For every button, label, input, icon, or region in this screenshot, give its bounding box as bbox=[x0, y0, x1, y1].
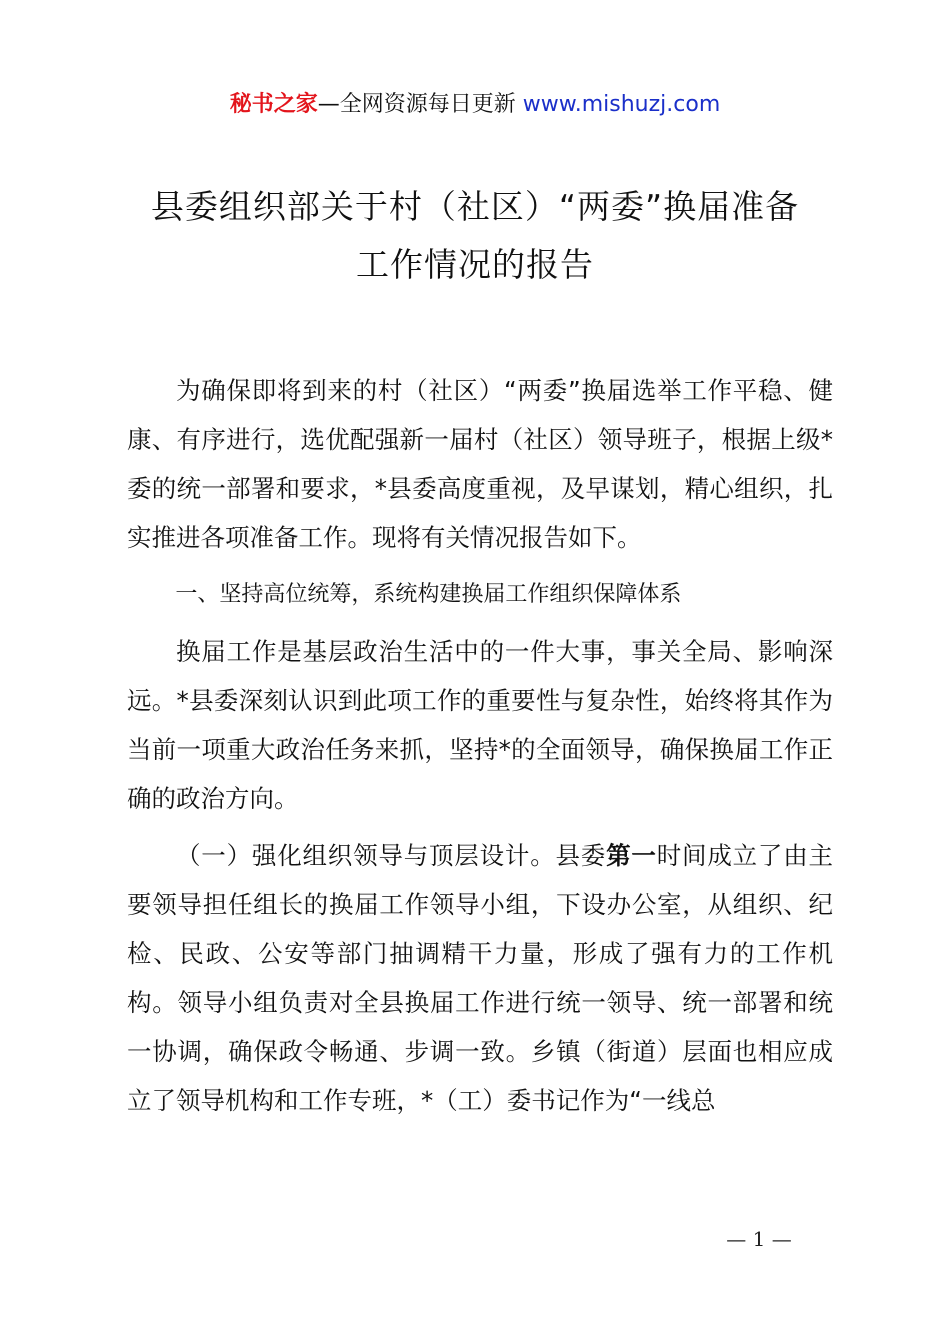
page-number: — 1 — bbox=[726, 1227, 792, 1251]
subsection-1-paragraph bbox=[127, 831, 833, 1125]
section-1-paragraph: 换届工作是基层政治生活中的一件大事，事关全局、影响深远。*县委深刻认识到此项工作的重要性与复杂性，始终将其作为当前一项重大政治任务来抓，坚持*的全面领导，确保换届工作正确的政治方向。 bbox=[127, 637, 833, 813]
intro-paragraph: 为确保即将到来的村（社区）“两委”换届选举工作平稳、健康、有序进行，选优配强新一届村（社区）领导班子，根据上级*委的统一部署和要求，*县委高度重视，及早谋划，精心组织，扎实推进各项准备工作。现将有关情况报告如下。 bbox=[127, 376, 833, 552]
subsection-1-bold-text: 第一 bbox=[606, 841, 657, 870]
header-tagline: —全网资源每日更新 bbox=[317, 92, 516, 117]
brand-name: 秘书之家 bbox=[229, 92, 318, 117]
subsection-1-text-end: 时间成立了由主要领导担任组长的换届工作领导小组，下设办公室，从组织、纪检、民政、公安等部门抽调精干力量，形成了强有力的工作机构。领导小组负责对全县换届工作进行统一领导、统一部署和统一协调，确保政令畅通、步调一致。乡镇（街道）层面也相应成立了领导机构和工作专班，*（工）委书记作为“一线总 bbox=[127, 841, 834, 1115]
title-line-2: 工作情况的报告 bbox=[356, 245, 594, 284]
site-url-link[interactable]: www.mishuzj.com bbox=[522, 92, 721, 117]
document-body bbox=[127, 366, 833, 1133]
title-line-1: 县委组织部关于村（社区）“两委”换届准备 bbox=[150, 187, 800, 226]
section-heading-1: 一、坚持高位统筹，系统构建换届工作组织保障体系 bbox=[175, 582, 682, 607]
subsection-1-text-start: （一）强化组织领导与顶层设计。县委 bbox=[176, 841, 607, 870]
document-title bbox=[60, 178, 890, 294]
site-header bbox=[0, 88, 950, 122]
